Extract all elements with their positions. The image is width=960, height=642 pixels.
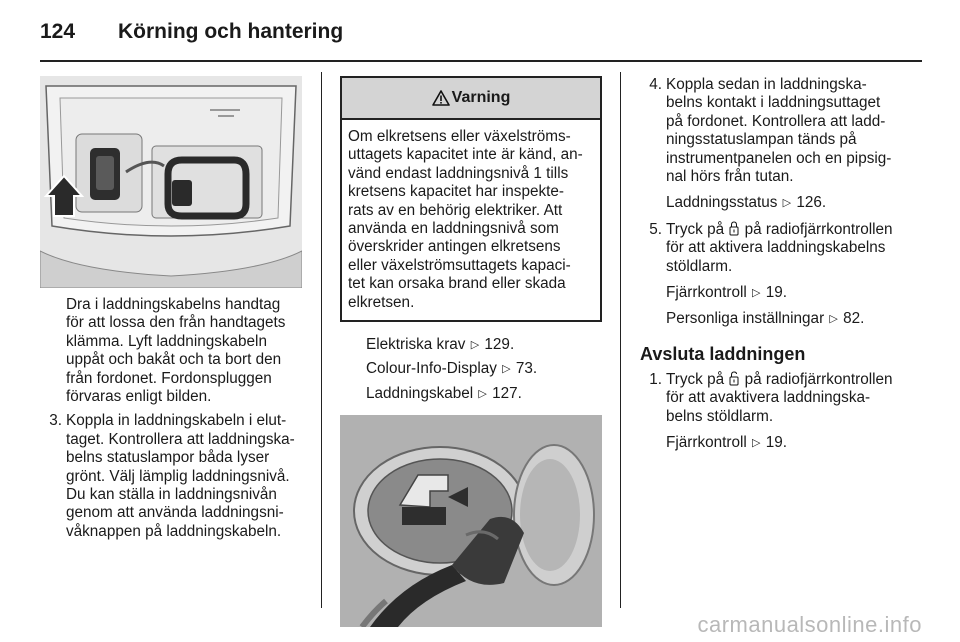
reference-list bbox=[340, 336, 602, 403]
page-ref-arrow-icon: ▷ bbox=[752, 287, 761, 300]
column-2 bbox=[340, 76, 602, 627]
column-divider-1 bbox=[321, 72, 322, 608]
reference-text: Fjärrkontroll bbox=[666, 284, 747, 302]
reference-page: 129. bbox=[484, 336, 515, 354]
step-line: grönt. Välj lämplig laddningsnivå. bbox=[66, 467, 290, 485]
warning-line: Om elkretsens eller växelströms- bbox=[348, 128, 571, 145]
warning-title: Varning bbox=[451, 88, 511, 106]
warning-line: tet kan orsaka brand eller skada bbox=[348, 275, 566, 293]
page-ref-arrow-icon: ▷ bbox=[478, 387, 487, 400]
intro-text bbox=[40, 296, 304, 406]
step-line: belns kontakt i laddningsuttaget bbox=[666, 94, 881, 112]
reference-link[interactable] bbox=[366, 336, 602, 354]
step-line: stöldlarm. bbox=[666, 257, 733, 275]
reference-text: Elektriska krav bbox=[366, 336, 466, 354]
page-ref-arrow-icon: ▷ bbox=[829, 313, 838, 326]
step-line: för att avaktivera laddningska- bbox=[666, 389, 871, 407]
intro-line: från fordonet. Fordonspluggen bbox=[66, 369, 272, 387]
intro-line: förvaras enligt bilden. bbox=[66, 388, 212, 406]
warning-line: använda en laddningsnivå som bbox=[348, 220, 559, 238]
section-heading: Avsluta laddningen bbox=[640, 343, 806, 364]
reference-link[interactable] bbox=[666, 284, 902, 302]
step-3 bbox=[40, 412, 304, 541]
warning-line: uttagets kapacitet inte är känd, an- bbox=[348, 146, 583, 164]
charge-port-figure bbox=[340, 415, 602, 627]
trunk-figure bbox=[40, 76, 302, 288]
chapter-title: Körning och hantering bbox=[118, 20, 344, 43]
step-line: genom att använda laddningsni- bbox=[66, 504, 284, 522]
reference-link[interactable] bbox=[366, 385, 602, 403]
intro-line: för att lossa den från handtagets bbox=[66, 314, 286, 332]
step-number: 3. bbox=[49, 412, 62, 430]
step-line: belns statuslampor båda lyser bbox=[66, 449, 270, 467]
reference-page: 19. bbox=[765, 284, 787, 302]
warning-line: kretsens kapacitet har inspekte- bbox=[348, 183, 564, 201]
step-number: 4. bbox=[649, 76, 662, 93]
step-line: Koppla in laddningskabeln i elut- bbox=[66, 412, 287, 430]
step-line: Koppla sedan in laddningska- bbox=[666, 76, 867, 93]
trunk-illustration bbox=[40, 76, 302, 288]
header-rule bbox=[40, 60, 922, 62]
warning-header bbox=[342, 78, 600, 120]
reference-page: 82. bbox=[843, 310, 865, 328]
page-header bbox=[40, 14, 343, 50]
page-number: 124 bbox=[40, 20, 76, 43]
step-line: för att aktivera laddningskabelns bbox=[666, 239, 886, 257]
reference-link[interactable] bbox=[666, 310, 902, 328]
step-line: våknappen på laddningskabeln. bbox=[66, 522, 282, 540]
step-line: ningsstatuslampan tänds på bbox=[666, 131, 857, 149]
reference-text: Laddningskabel bbox=[366, 384, 474, 402]
reference-link[interactable] bbox=[666, 434, 902, 452]
page-ref-arrow-icon: ▷ bbox=[470, 339, 480, 352]
step-line: nal hörs från tutan. bbox=[666, 168, 794, 186]
intro-line: klämma. Lyft laddningskabeln bbox=[66, 332, 267, 350]
step-number: 5. bbox=[649, 220, 662, 238]
step-line: på fordonet. Kontrollera att ladd- bbox=[666, 112, 886, 130]
warning-line: överskrider antingen elkretsens bbox=[348, 238, 561, 256]
column-1 bbox=[40, 76, 304, 541]
reference-text: Personliga inställningar bbox=[666, 310, 825, 328]
lock-icon bbox=[729, 221, 739, 236]
step-text: Tryck på bbox=[666, 220, 725, 238]
warning-box bbox=[340, 76, 602, 322]
unlock-icon bbox=[729, 371, 739, 386]
reference-text: Laddningsstatus bbox=[666, 194, 778, 212]
warning-triangle-icon bbox=[432, 90, 450, 106]
end-step-1 bbox=[640, 371, 902, 453]
step-line: belns stöldlarm. bbox=[666, 407, 774, 425]
reference-link[interactable] bbox=[666, 194, 902, 212]
step-text: på radiofjärrkontrollen bbox=[744, 370, 893, 388]
reference-page: 19. bbox=[765, 434, 787, 452]
warning-line: vänd endast laddningsnivå 1 tills bbox=[348, 164, 569, 182]
page-ref-arrow-icon: ▷ bbox=[502, 363, 511, 376]
column-3 bbox=[640, 76, 902, 453]
warning-line: eller växelströmsuttagets kapaci- bbox=[348, 256, 571, 274]
warning-body bbox=[342, 120, 600, 320]
step-line: taget. Kontrollera att laddningska- bbox=[66, 430, 295, 448]
page-ref-arrow-icon: ▷ bbox=[752, 437, 761, 450]
reference-text: Fjärrkontroll bbox=[666, 434, 747, 452]
step-line: instrumentpanelen och en pipsig- bbox=[666, 149, 892, 167]
step-text: på radiofjärrkontrollen bbox=[744, 220, 893, 238]
watermark: carmanualsonline.info bbox=[697, 612, 922, 637]
column-divider-2 bbox=[620, 72, 621, 608]
step-text: Tryck på bbox=[666, 370, 725, 388]
step-number: 1. bbox=[649, 370, 662, 388]
reference-link[interactable] bbox=[366, 360, 602, 378]
reference-page: 126. bbox=[796, 194, 827, 212]
warning-line: rats av en behörig elektriker. Att bbox=[348, 201, 563, 219]
warning-line: elkretsen. bbox=[348, 293, 415, 311]
reference-text: Colour-Info-Display bbox=[366, 360, 497, 378]
page-ref-arrow-icon: ▷ bbox=[782, 197, 792, 210]
reference-page: 127. bbox=[492, 384, 522, 402]
step-line: Du kan ställa in laddningsnivån bbox=[66, 486, 277, 504]
charge-port-illustration bbox=[340, 415, 602, 627]
intro-line: Dra i laddningskabelns handtag bbox=[66, 296, 281, 313]
step-5 bbox=[640, 221, 902, 329]
step-4 bbox=[640, 76, 902, 213]
reference-page: 73. bbox=[515, 360, 538, 378]
intro-line: uppåt och bakåt och ta bort den bbox=[66, 351, 282, 369]
